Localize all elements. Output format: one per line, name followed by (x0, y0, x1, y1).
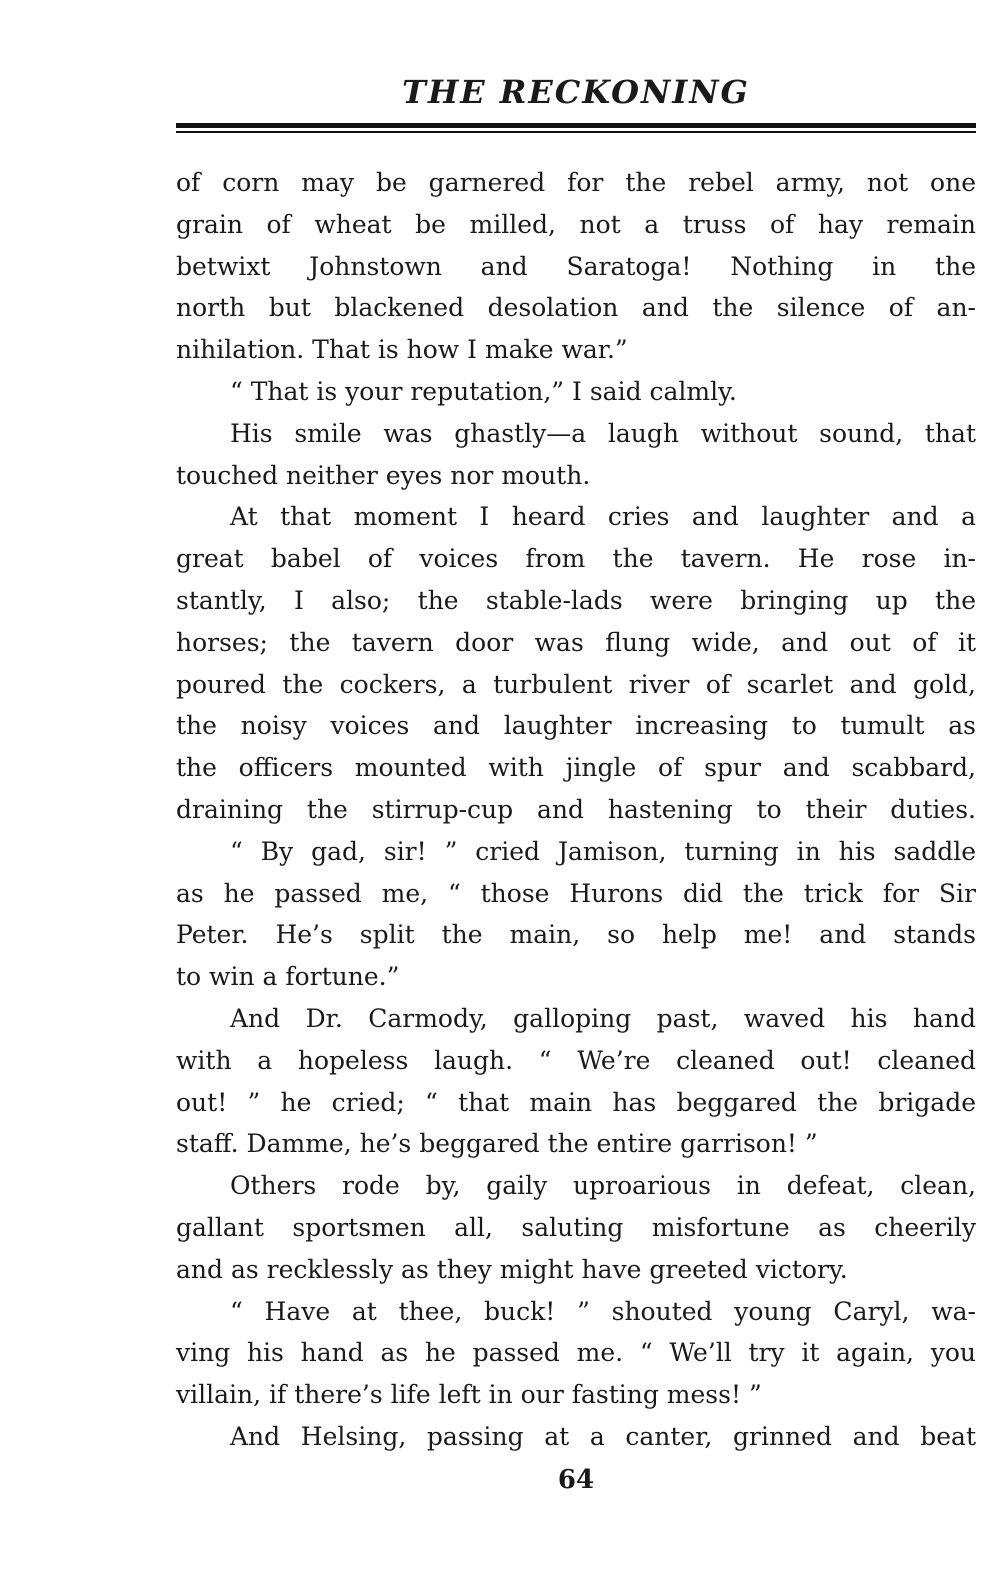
text-line: nihilation. That is how I make war.” (176, 335, 628, 365)
text-line: His smile was ghastly—a laugh without sound, that (230, 418, 976, 448)
text-line: as he passed me, “ those Hurons did the trick for Sir (176, 878, 976, 908)
text-line: staff. Damme, he’s beggared the entire garrison! ” (176, 1129, 818, 1159)
text-line: Peter. He’s split the main, so help me! and stands (176, 920, 976, 950)
text-line: “ By gad, sir! ” cried Jamison, turning in his saddle (230, 836, 976, 866)
text-line: betwixt Johnstown and Saratoga! Nothing in the (176, 251, 976, 281)
text-line: horses; the tavern door was flung wide, and out of it (176, 627, 976, 657)
text-line: the officers mounted with jingle of spur and scabbard, (176, 753, 976, 783)
text-line: out! ” he cried; “ that main has beggared the brigade (176, 1087, 976, 1117)
running-title: THE RECKONING (402, 73, 750, 111)
text-line: of corn may be garnered for the rebel army, not one (176, 168, 976, 197)
text-line: At that moment I heard cries and laughter and a (230, 502, 976, 532)
text-line: And Dr. Carmody, galloping past, waved his hand (230, 1003, 976, 1033)
text-line: ving his hand as he passed me. “ We’ll try it again, you (176, 1338, 976, 1368)
text-line: stantly, I also; the stable-lads were bringing up the (176, 585, 976, 615)
text-line: And Helsing, passing at a canter, grinned and beat (230, 1421, 976, 1451)
text-line: grain of wheat be milled, not a truss of hay remain (176, 209, 976, 239)
text-line: poured the cockers, a turbulent river of scarlet and gold, (176, 669, 976, 699)
text-line: draining the stirrup-cup and hastening to their duties. (176, 794, 976, 824)
text-line: to win a fortune.” (176, 962, 400, 992)
header-rule-thick (176, 123, 976, 128)
text-line: north but blackened desolation and the silence of an- (176, 293, 976, 323)
text-line: gallant sportsmen all, saluting misfortune as cheerily (176, 1212, 976, 1242)
page-number: 64 (557, 1465, 595, 1495)
body-text (176, 162, 976, 1458)
header-rule-thin (176, 131, 976, 133)
text-line: and as recklessly as they might have greeted victory. (176, 1254, 848, 1284)
text-line: the noisy voices and laughter increasing to tumult as (176, 711, 976, 741)
text-line: villain, if there’s life left in our fasting mess! ” (176, 1380, 762, 1410)
text-line: “ That is your reputation,” I said calmly. (230, 376, 737, 406)
text-line: “ Have at thee, buck! ” shouted young Caryl, wa- (230, 1296, 976, 1326)
text-line: with a hopeless laugh. “ We’re cleaned out! cleaned (176, 1045, 976, 1075)
text-line: Others rode by, gaily uproarious in defeat, clean, (230, 1171, 976, 1201)
text-line: great babel of voices from the tavern. He rose in- (176, 544, 976, 574)
text-line: touched neither eyes nor mouth. (176, 460, 591, 490)
